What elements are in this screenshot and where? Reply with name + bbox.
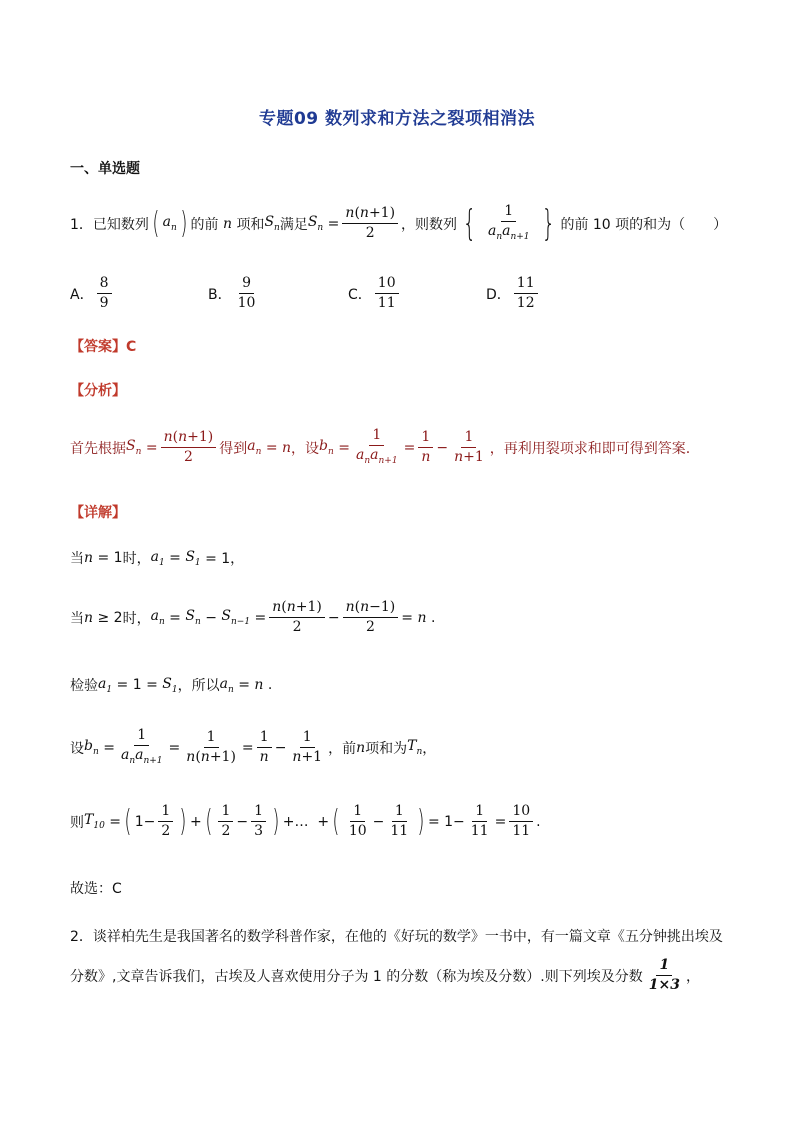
question-1-stem: 1． 已知数列 ( $a_n$ ) 的前 n 项和 $S_n$ 满足 $S_n$ = $\frac{n(n+1)}{2}$ ，则数列 { $\frac{1}{a_na_{n+1}}$ } 的前 10 项的和为（ ） (70, 202, 728, 244)
section-heading: 一、单选题 (70, 161, 140, 177)
detail-line-1: 当 n = 1 时， $a_1$ = $S_1$ = 1， (70, 548, 245, 568)
analysis-tag: 【分析】 (70, 383, 126, 399)
page-title: 专题09 数列求和方法之裂项相消法 (258, 109, 536, 129)
fraction: $\frac{n(n+1)}{2}$ (342, 206, 398, 242)
conclusion: 故选：C (70, 881, 122, 897)
question-2-line-1: 2．谈祥柏先生是我国著名的数学科普作家，在他的《好玩的数学》一书中，有一篇文章《五分钟挑出埃及 (70, 929, 723, 945)
detail-tag: 【详解】 (70, 505, 126, 521)
option-c[interactable]: C． $\frac{10}{11}$ (348, 276, 402, 312)
question-2-line-2: 分数》,文章告诉我们，古埃及人喜欢使用分子为 1 的分数（称为埃及分数）.则下列埃及分数 $\frac{1}{1\times 3}$ ， (70, 957, 700, 994)
answer-tag: 【答案】C (70, 339, 137, 355)
option-b[interactable]: B． $\frac{9}{10}$ (208, 275, 256, 312)
option-a[interactable]: A． $\frac{8}{9}$ (70, 276, 115, 312)
detail-line-3: 检验 $a_1$ = 1 = $S_1$ ，所以 $a_n$ = n . (70, 675, 273, 695)
detail-line-5: 则 $T_{10}$ = ( 1− $\frac{1}{2}$ ) + ( $\frac{1}{2}$ − $\frac{1}{3}$ ) +… + ( $\frac{1}{10}$ − $\frac{1}{11}$ ) = 1− $\frac{1}{11}$ = $\frac{10}{11}$ . (70, 803, 541, 840)
fraction: $\frac{1}{a_na_{n+1}}$ (487, 203, 530, 243)
analysis-text: 首先根据 $S_n$ = $\frac{n(n+1)}{2}$ 得到 $a_n$ = n ，设 $b_n$ = $\frac{1}{a_na_{n+1}}$ = $\frac{1}{n}$ − $\frac{1}{n+1}$ ，再利用裂项求和即可得到答案. (70, 427, 691, 467)
detail-line-4: 设 $b_n$ = $\frac{1}{a_na_{n+1}}$ = $\frac{1}{n(n+1)}$ = $\frac{1}{n}$ − $\frac{1}{n+1}$ ，前 n 项和为 $T_n$ ， (70, 727, 437, 767)
question-number: 1． (70, 216, 93, 233)
fraction: $\frac{1}{1\times 3}$ (648, 957, 680, 994)
detail-line-2: 当 n ≥ 2 时， $a_n$ = $S_n$ − $S_{n-1}$ = $\frac{n(n+1)}{2}$ − $\frac{n(n-1)}{2}$ = n . (70, 599, 436, 636)
option-d[interactable]: D． $\frac{11}{12}$ (486, 276, 541, 312)
